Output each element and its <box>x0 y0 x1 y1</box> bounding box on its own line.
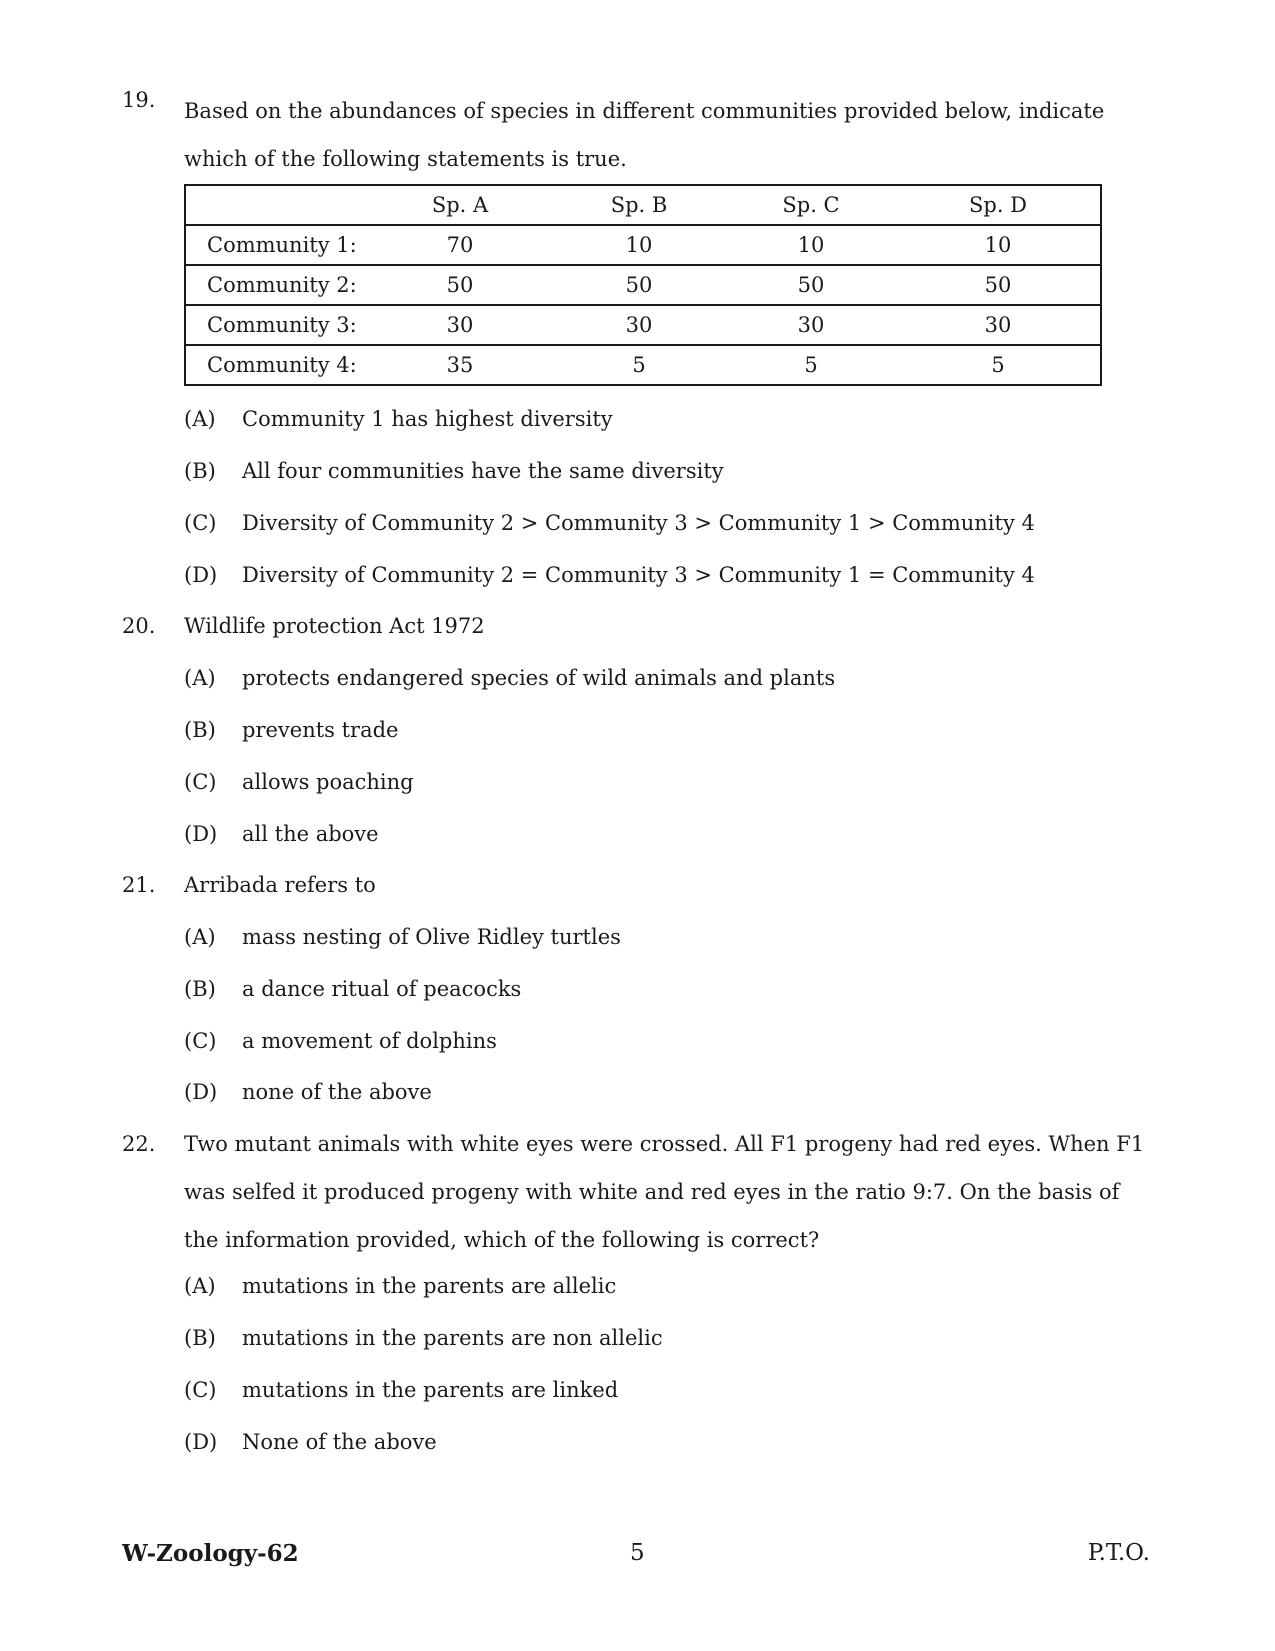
option-label: (B) <box>184 718 216 742</box>
table-header-cell <box>185 185 368 225</box>
option-text: a movement of dolphins <box>242 1029 497 1053</box>
table-cell: 30 <box>896 305 1101 345</box>
option-label: (C) <box>184 1378 217 1402</box>
option-21-d <box>0 1080 1275 1110</box>
option-text: All four communities have the same diversity <box>242 459 724 483</box>
table-header-cell: Sp. B <box>552 185 726 225</box>
option-22-a <box>0 1274 1275 1304</box>
option-label: (A) <box>184 407 216 431</box>
table-header-cell: Sp. A <box>368 185 552 225</box>
table-cell: 10 <box>552 225 726 265</box>
question-number: 20. <box>122 614 156 638</box>
table-header-cell: Sp. D <box>896 185 1101 225</box>
option-label: (D) <box>184 563 218 587</box>
table-cell: 30 <box>368 305 552 345</box>
option-text: Diversity of Community 2 > Community 3 > Community 1 > Community 4 <box>242 511 1035 535</box>
table-cell: 35 <box>446 353 474 377</box>
table-cell: 50 <box>726 265 896 305</box>
option-label: (C) <box>184 770 217 794</box>
table-header-cell: Sp. C <box>726 185 896 225</box>
option-label: (B) <box>184 1326 216 1350</box>
option-label: (D) <box>184 1080 218 1104</box>
option-19-a <box>0 407 1275 437</box>
option-label: (A) <box>184 925 216 949</box>
table-cell: Community 2: <box>185 265 368 305</box>
table-row <box>185 265 1101 305</box>
option-text: all the above <box>242 822 379 846</box>
table-cell: 5 <box>804 353 818 377</box>
table-header-row <box>185 185 1101 225</box>
table-cell: 70 <box>368 225 552 265</box>
table-cell: 30 <box>552 305 726 345</box>
table-cell: 10 <box>726 225 896 265</box>
please-turn-over: P.T.O. <box>1087 1540 1150 1566</box>
question-number: 19. <box>122 88 156 112</box>
paper-code: W-Zoology-62 <box>122 1540 299 1567</box>
option-20-a <box>0 666 1275 696</box>
table-cell: Community 1: <box>185 225 368 265</box>
option-22-b <box>0 1326 1275 1356</box>
page-number: 5 <box>630 1540 645 1566</box>
option-19-c <box>0 511 1275 541</box>
option-19-d <box>0 563 1275 593</box>
table-row <box>185 345 1101 385</box>
option-text: none of the above <box>242 1080 432 1104</box>
option-text: mass nesting of Olive Ridley turtles <box>242 925 621 949</box>
option-text: prevents trade <box>242 718 399 742</box>
table-cell: 5 <box>991 353 1005 377</box>
table-cell: 50 <box>896 265 1101 305</box>
option-22-d <box>0 1430 1275 1460</box>
table-row <box>185 305 1101 345</box>
option-21-a <box>0 925 1275 955</box>
table-cell: 50 <box>552 265 726 305</box>
abundance-table <box>184 184 1102 386</box>
option-20-b <box>0 718 1275 748</box>
option-20-d <box>0 822 1275 852</box>
option-label: (A) <box>184 1274 216 1298</box>
question-text: Wildlife protection Act 1972 <box>184 614 485 638</box>
option-text: mutations in the parents are allelic <box>242 1274 617 1298</box>
table-cell: 10 <box>896 225 1101 265</box>
option-22-c <box>0 1378 1275 1408</box>
option-text: mutations in the parents are linked <box>242 1378 619 1402</box>
option-label: (D) <box>184 1430 218 1454</box>
option-text: Community 1 has highest diversity <box>242 407 613 431</box>
table-cell: 5 <box>632 353 646 377</box>
option-21-c <box>0 1029 1275 1059</box>
table-cell: Community 3: <box>185 305 368 345</box>
option-label: (A) <box>184 666 216 690</box>
question-text: Based on the abundances of species in different communities provided below, indicate which of the following statements is true. <box>184 99 1105 171</box>
option-21-b <box>0 977 1275 1007</box>
option-label: (B) <box>184 977 216 1001</box>
option-text: None of the above <box>242 1430 437 1454</box>
option-label: (C) <box>184 1029 217 1053</box>
option-19-b <box>0 459 1275 489</box>
option-text: mutations in the parents are non allelic <box>242 1326 663 1350</box>
option-label: (B) <box>184 459 216 483</box>
table-row <box>185 225 1101 265</box>
question-number: 22. <box>122 1132 156 1156</box>
option-text: allows poaching <box>242 770 414 794</box>
option-text: a dance ritual of peacocks <box>242 977 522 1001</box>
table-cell: 50 <box>368 265 552 305</box>
option-label: (D) <box>184 822 218 846</box>
question-text: Arribada refers to <box>184 873 376 897</box>
question-text: Two mutant animals with white eyes were crossed. All F1 progeny had red eyes. When F1 was selfed it produced progeny with white and red eyes in the ratio 9:7. On the basis of the information provided, which of the following is correct? <box>184 1132 1145 1252</box>
option-text: protects endangered species of wild animals and plants <box>242 666 836 690</box>
page-footer <box>0 1540 1275 1574</box>
option-20-c <box>0 770 1275 800</box>
table-cell: 30 <box>726 305 896 345</box>
table-cell: Community 4: <box>207 353 357 377</box>
option-label: (C) <box>184 511 217 535</box>
option-text: Diversity of Community 2 = Community 3 > Community 1 = Community 4 <box>242 563 1035 587</box>
question-number: 21. <box>122 873 156 897</box>
